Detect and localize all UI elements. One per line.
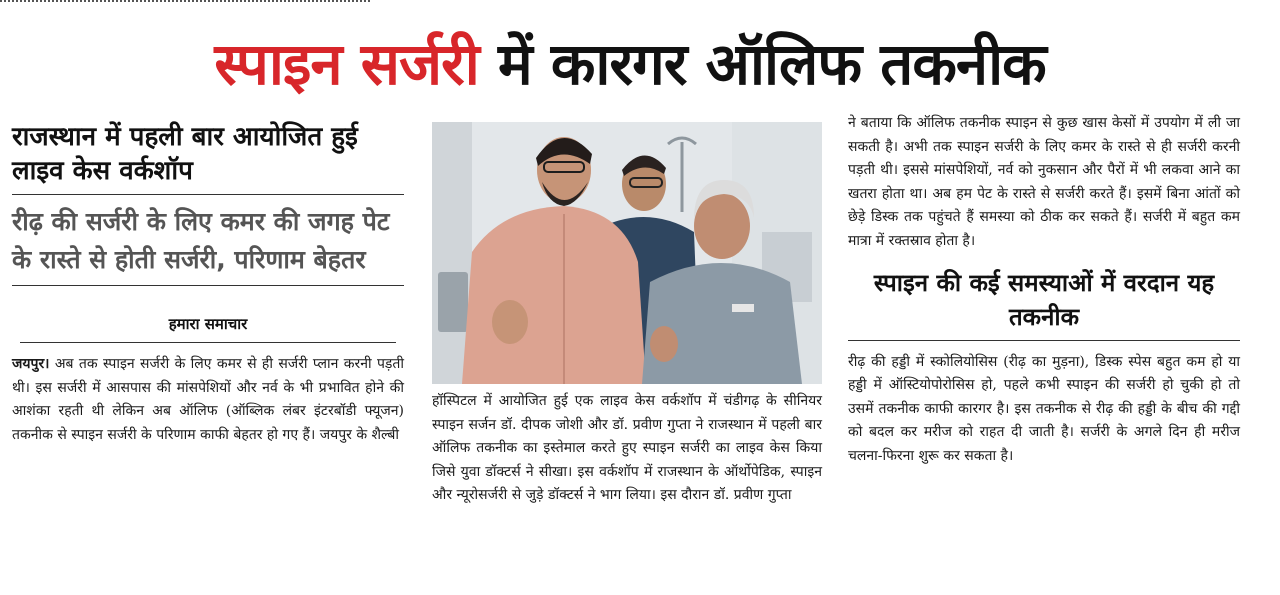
middle-column	[432, 122, 822, 508]
article-body-middle: हॉस्पिटल में आयोजित हुई एक लाइव केस वर्कशॉप में चंडीगढ़ के सीनियर स्पाइन सर्जन डॉ. दीपक जोशी और डॉ. प्रवीण गुप्ता ने राजस्थान में पहली बार ऑलिफ तकनीक का इस्तेमाल करते हुए स्पाइन सर्जरी का लाइव केस किया जिसे युवा डॉक्टर्स ने सीखा। इस वर्कशॉप में राजस्थान के ऑर्थोपेडिक, स्पाइन और न्यूरोसर्जरी से जुड़े डॉक्टर्स ने भाग लिया। इस दौरान डॉ. प्रवीण गुप्ता	[432, 393, 822, 504]
left-column	[12, 118, 404, 447]
article-text-left: अब तक स्पाइन सर्जरी के लिए कमर से ही सर्जरी प्लान करनी पड़ती थी। इस सर्जरी में आसपास की मांसपेशियों और नर्व के भी प्रभावित होने की आशंका रहती थी लेकिन अब ऑलिफ (ऑब्लिक लंबर इंटरबॉडी फ्यूजन) तकनीक से स्पाइन सर्जरी के परिणाम काफी बेहतर हो गए हैं। जयपुर के शैल्बी	[12, 356, 404, 443]
article-body-left	[12, 353, 404, 447]
byline: हमारा समाचार	[20, 286, 396, 343]
headline	[0, 28, 1260, 100]
right-column	[848, 112, 1240, 469]
headline-highlight: स्पाइन सर्जरी	[214, 30, 479, 98]
article-body-right-2: रीढ़ की हड्डी में स्कोलियोसिस (रीढ़ का मुड़ना), डिस्क स्पेस बहुत कम हो या हड्डी में ऑस्टियोपोरोसिस हो, पहले कभी स्पाइन की सर्जरी हो चुकी हो तो उसमें तकनीक काफी कारगर है। इस तकनीक से रीढ़ की हड्डी के बीच की गद्दी को बदल कर मरीज को राहत दी जाती है। सर्जरी के अगले दिन ही मरीज चलना-फिरना शुरू कर सकता है।	[848, 353, 1240, 464]
top-dotted-rule	[0, 0, 370, 2]
photo-illustration	[432, 122, 822, 384]
section-heading: स्पाइन की कई समस्याओं में वरदान यह तकनीक	[848, 266, 1240, 341]
article-body-right-1: ने बताया कि ऑलिफ तकनीक स्पाइन से कुछ खास केसों में उपयोग में ली जा सकती है। अभी तक स्पाइन सर्जरी के लिए कमर के रास्ते से ही सर्जरी करनी पड़ती थी। इससे मांसपेशियों, नर्व को नुकसान और पैरों में भी लकवा आने का खतरा होता था। अब हम पेट के रास्ते से सर्जरी करते हैं। इसमें बिना आंतों को छेड़े डिस्क तक पहुंचते हैं समस्या को ठीक कर सकते हैं। सर्जरी में बहुत कम मात्रा में रक्तस्राव होता है।	[848, 115, 1240, 249]
headline-rest: में कारगर ऑलिफ तकनीक	[497, 30, 1046, 98]
news-photo	[432, 122, 822, 384]
subheading-summary: रीढ़ की सर्जरी के लिए कमर की जगह पेट के रास्ते से होती सर्जरी, परिणाम बेहतर	[12, 195, 404, 286]
subheading-workshop: राजस्थान में पहली बार आयोजित हुई लाइव केस वर्कशॉप	[12, 118, 404, 195]
dateline: जयपुर।	[12, 356, 50, 372]
